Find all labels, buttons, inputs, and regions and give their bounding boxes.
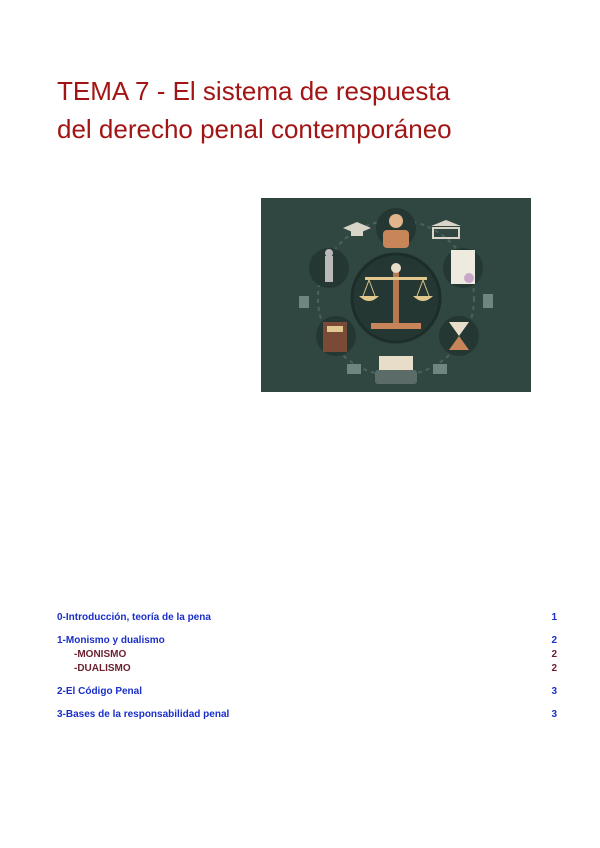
toc-page-number: 3 [551, 709, 557, 720]
judge-icon [376, 208, 416, 248]
toc-label: -DUALISMO [74, 663, 131, 674]
typewriter-icon [375, 356, 417, 384]
toc-entry-bases-responsabilidad[interactable] [57, 708, 557, 722]
toc-entry-codigo-penal[interactable] [57, 685, 557, 699]
law-book-icon [316, 316, 356, 356]
toc-label: 0-Introducción, teoría de la pena [57, 612, 211, 623]
justice-illustration [261, 198, 531, 392]
toc-label: 2-El Código Penal [57, 686, 143, 697]
justice-statue-icon [309, 248, 349, 288]
toc-label: 3-Bases de la responsabilidad penal [57, 709, 230, 720]
hourglass-icon [439, 316, 479, 356]
table-of-contents [57, 611, 557, 722]
toc-page-number: 2 [551, 649, 557, 660]
document-seal-icon [443, 248, 483, 288]
page-title [57, 72, 557, 148]
toc-entry-dualismo[interactable] [57, 662, 557, 676]
title-line-2: del derecho penal contemporáneo [57, 114, 452, 144]
toc-page-number: 2 [551, 663, 557, 674]
toc-page-number: 1 [551, 612, 557, 623]
toc-entry-monismo[interactable] [57, 648, 557, 662]
title-line-1: TEMA 7 - El sistema de respuesta [57, 76, 451, 106]
toc-page-number: 3 [551, 686, 557, 697]
toc-entry-introduccion[interactable] [57, 611, 557, 625]
toc-entry-monismo-dualismo[interactable] [57, 634, 557, 648]
toc-label: -MONISMO [74, 649, 127, 660]
toc-label: 1-Monismo y dualismo [57, 635, 165, 646]
toc-page-number: 2 [551, 635, 557, 646]
